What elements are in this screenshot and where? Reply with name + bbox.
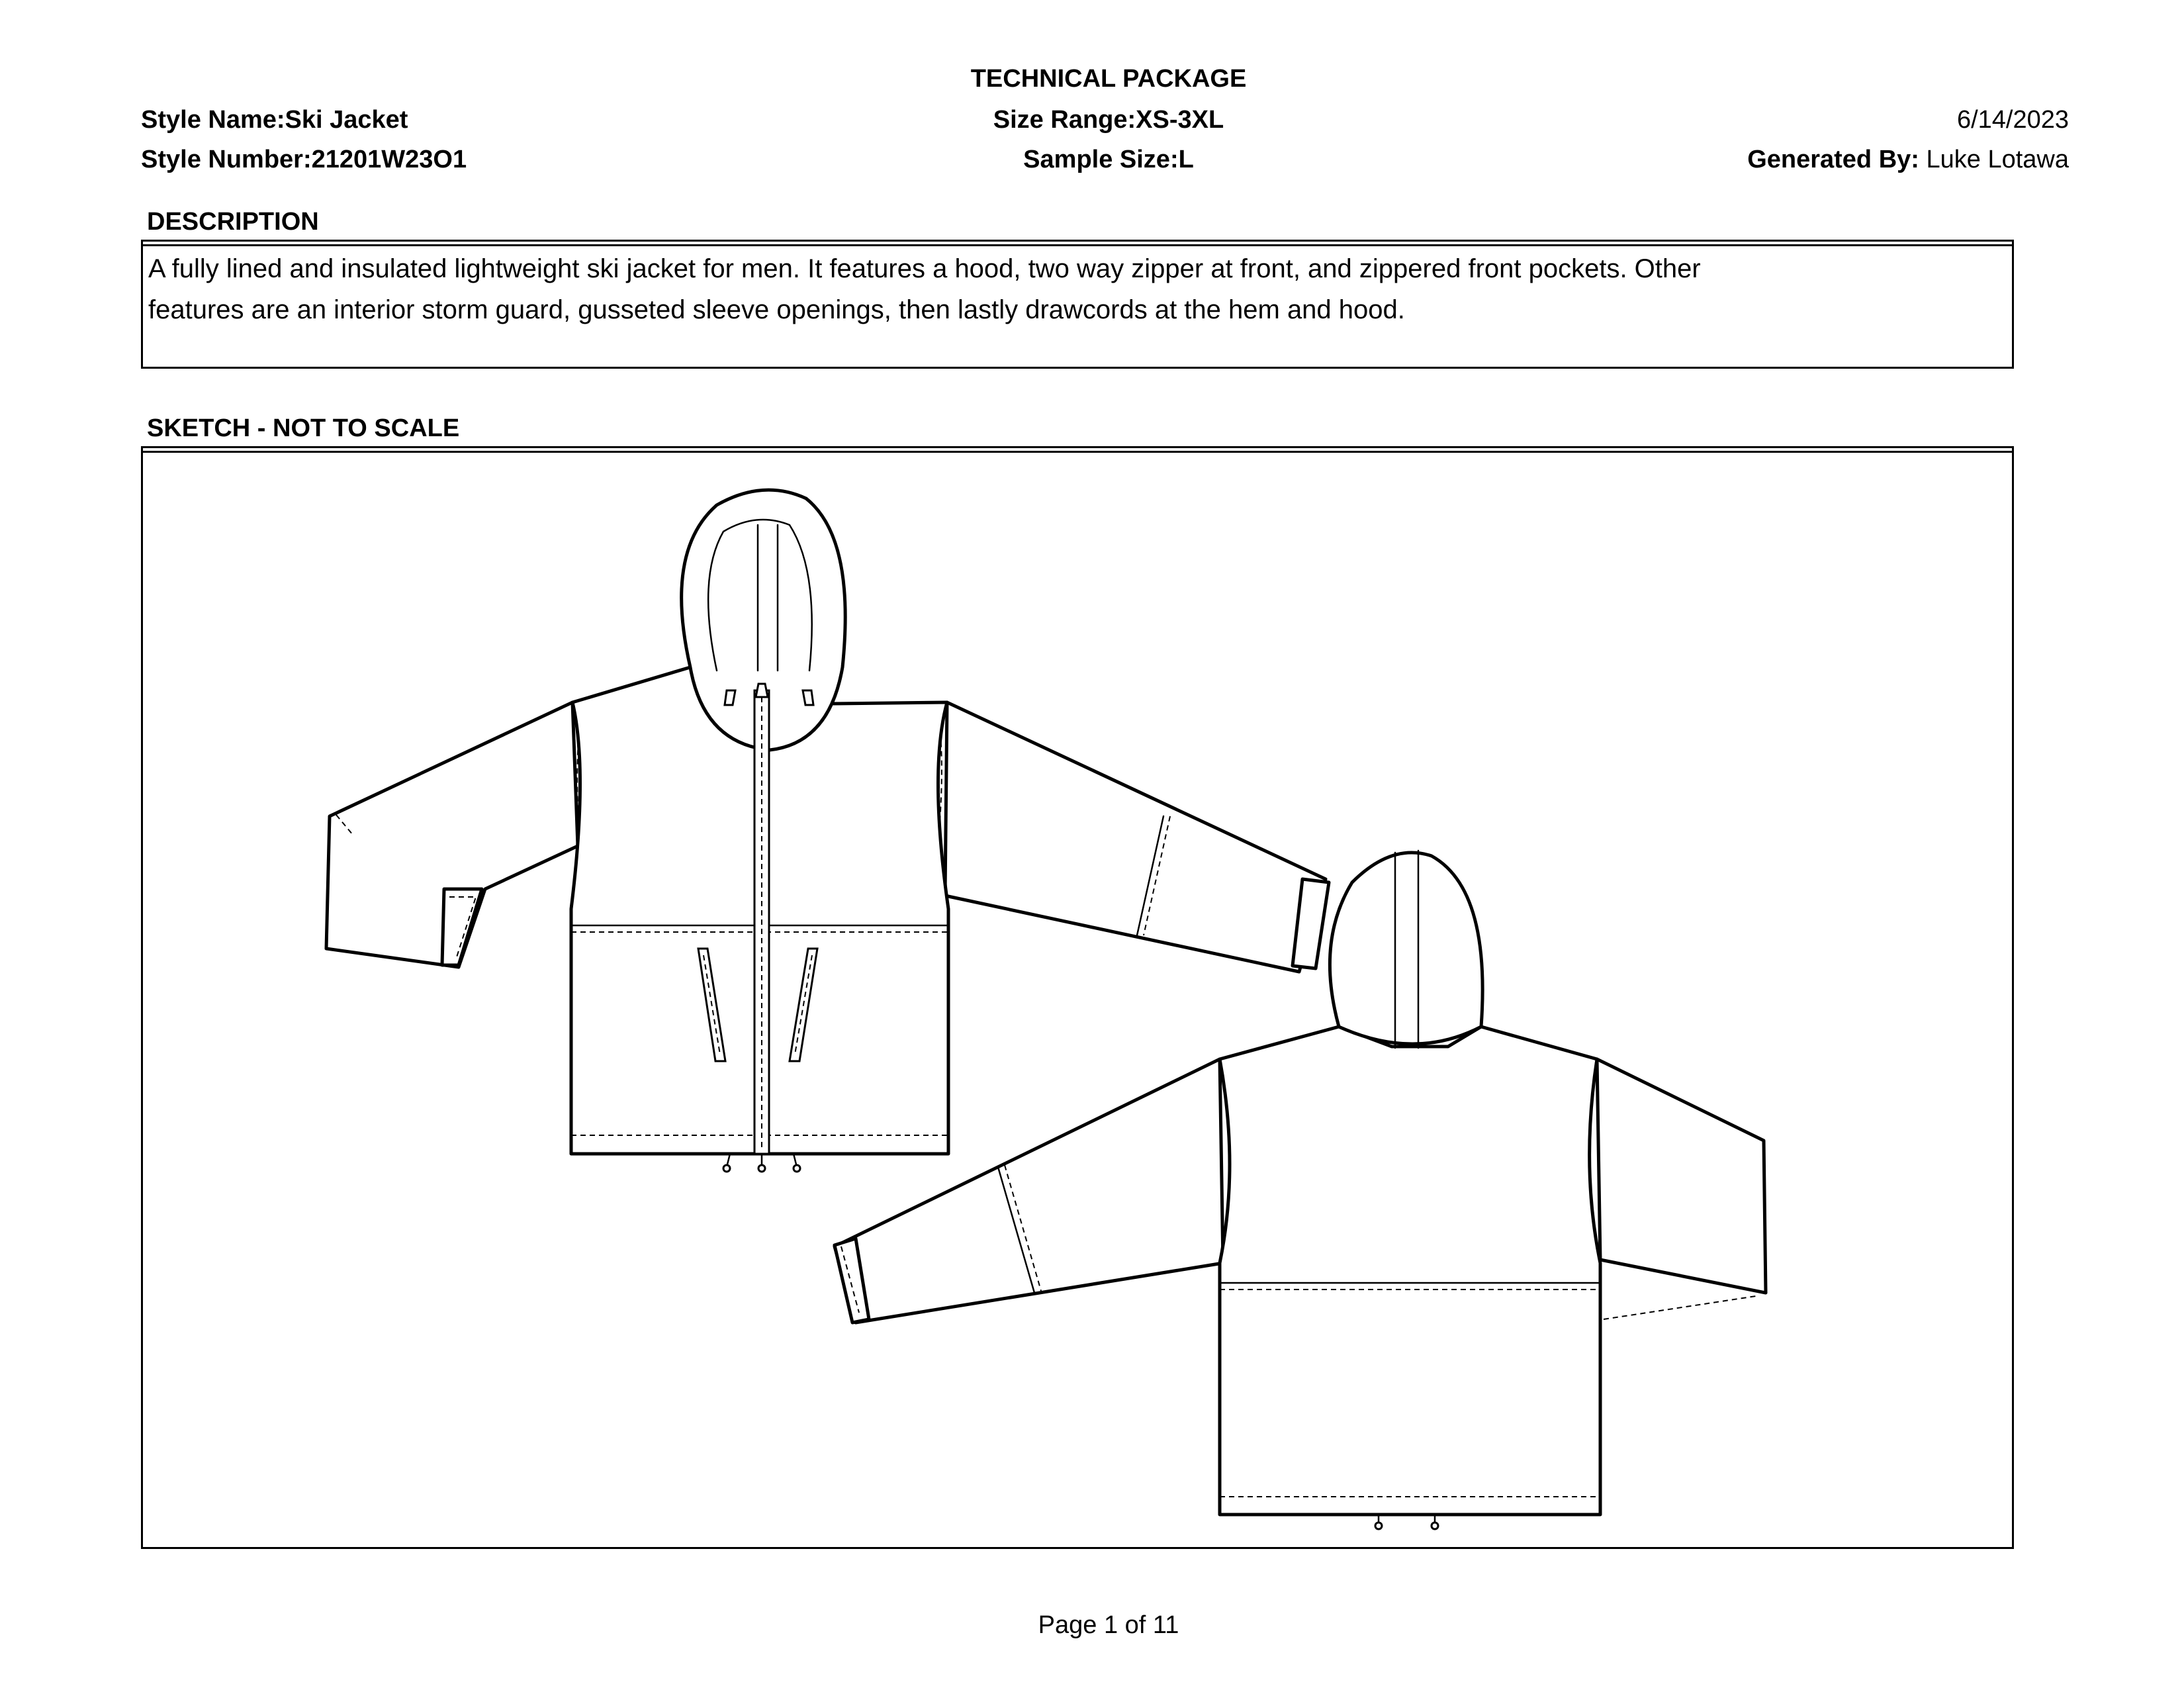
description-text [148, 248, 1999, 330]
page-number: Page 1 of 11 [1038, 1611, 1179, 1639]
description-line-2: features are an interior storm guard, gusseted sleeve openings, then lastly drawcords at the hem and hood. [148, 295, 1405, 324]
generated-by-field [1747, 144, 2069, 175]
sketch-heading: SKETCH - NOT TO SCALE [147, 414, 460, 442]
generated-by-label: Generated By: [1747, 146, 1919, 173]
front-left-cuff [442, 889, 482, 965]
size-range-label: Size Range: [993, 106, 1136, 134]
sample-size-field [827, 144, 1390, 175]
style-name-value: Ski Jacket [285, 106, 408, 134]
description-heading: DESCRIPTION [147, 208, 319, 236]
size-range-value: XS-3XL [1136, 106, 1224, 134]
size-range-field [827, 105, 1390, 135]
back-hood [1330, 853, 1482, 1044]
sketch-box [141, 446, 2014, 1549]
style-name-field [141, 105, 408, 135]
document-date: 6/14/2023 [1956, 106, 2069, 134]
front-right-sleeve [945, 702, 1326, 972]
sample-size-label: Sample Size: [1023, 146, 1179, 173]
document-title: TECHNICAL PACKAGE [970, 65, 1247, 93]
front-view-jacket [326, 490, 1329, 1172]
style-number-field [141, 144, 467, 175]
style-name-label: Style Name: [141, 106, 285, 134]
back-body [1220, 1027, 1600, 1515]
description-line-1: A fully lined and insulated lightweight ski jacket for men. It features a hood, two way zipper at front, and zippered front pockets. Other [148, 254, 1701, 283]
jacket-sketch [143, 448, 2012, 1547]
back-right-sleeve [1597, 1059, 1766, 1293]
style-number-value: 21201W23O1 [311, 146, 467, 173]
style-number-label: Style Number: [141, 146, 312, 173]
description-box [141, 240, 2014, 369]
sample-size-value: L [1178, 146, 1194, 173]
generated-by-value: Luke Lotawa [1926, 146, 2069, 173]
